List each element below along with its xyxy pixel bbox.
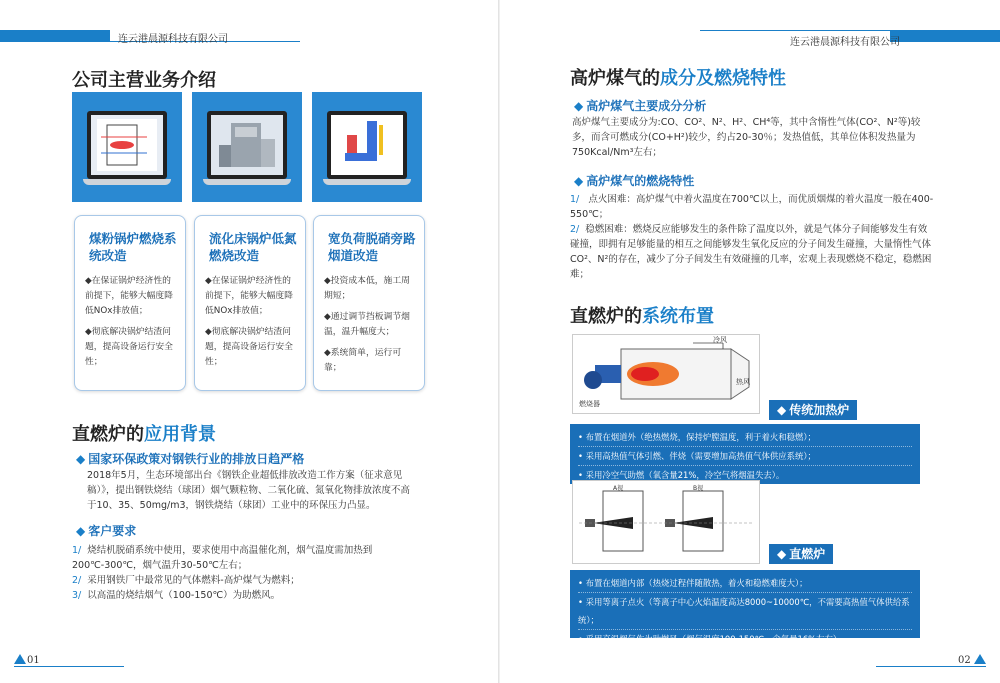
card-title: 宽负荷脱硝旁路烟道改造 (328, 231, 416, 263)
page-number: 01 (27, 655, 40, 666)
footer-triangle-icon (974, 654, 986, 664)
burn-item-2: 2/ 稳燃困难：燃烧反应能够发生的条件除了温度以外，就是气体分子间能够发生有效碰撞，即拥有足够能量的相互之间能够发生氧化反应的分子间发生碰撞，大量惰性气体CO²、N²的存在，减少了分子间发生有效碰撞的几率，宏观上表现燃烧不稳定，稳燃困难； (570, 224, 932, 280)
card-point: ◆投资成本低，施工周期短； (324, 276, 410, 301)
view-a-label: A视 (613, 485, 624, 492)
view-b-label: B视 (693, 485, 704, 492)
tab-direct-furnace: ◆ 直燃炉 (769, 544, 833, 564)
laptop-image-3 (323, 108, 411, 190)
direct-furnace-features (570, 570, 920, 644)
card-point: ◆彻底解决锅炉结渣问题，提高设备运行安全性； (205, 327, 293, 367)
card-point: ◆彻底解决锅炉结渣问题，提高设备运行安全性； (85, 327, 173, 367)
section-title-background: 直燃炉的应用背景 (72, 424, 216, 445)
image-panel-1 (72, 92, 182, 202)
customer-item-3: 3/ 以高温的烧结烟气（100-150℃）为助燃风。 (72, 590, 281, 601)
boiler-diagram-icon (91, 115, 163, 175)
diamond-icon: ◆ (76, 524, 86, 538)
feature-item: • 布置在烟道外（绝热燃烧，保持炉膛温度，利于着火和稳燃）； (578, 428, 912, 447)
header-company: 连云港晨源科技有限公司 (118, 34, 228, 45)
composition-text: 高炉煤气主要成分为:CO、CO²、N²、H²、CH⁴等，其中含惰性气体(CO²、N²等)较多，而含可燃成分(CO+H²)较少，约占20-30％；发热值低，其单位体积发热量为750Kcal/Nm³左右； (572, 117, 921, 158)
header-company: 连云港晨源科技有限公司 (790, 37, 900, 48)
feature-item: • 采用冷空气助燃（氧含量21%，冷空气将烟温失去）。 (578, 470, 785, 480)
card-title: 流化床锅炉低氮燃烧改造 (209, 231, 297, 263)
card-point: ◆通过调节挡板调节烟温，温升幅度大； (324, 312, 410, 337)
card-pulverized-boiler (74, 215, 186, 391)
section-title-composition: 高炉煤气的成分及燃烧特性 (570, 68, 786, 89)
policy-text: 2018年5月，生态环境部出台《钢铁企业超低排放改造工作方案（征求意见稿）》，提出钢铁烧结（球团）烟气颗粒物、二氧化硫、氮氧化物排放浓度不高于10、35、50mg/m3，钢铁烧结（球团）工业中的环保压力凸显。 (87, 470, 411, 511)
furnace-diagram-icon (573, 481, 759, 563)
customer-item-1: 1/ 烧结机脱硝系统中使用，要求使用中高温催化剂，烟气温度需加热到200℃-300℃，烟气温升30-50℃左右； (72, 545, 373, 571)
card-point: ◆系统简单，运行可靠； (324, 348, 402, 373)
image-panel-3 (312, 92, 422, 202)
policy-heading: ◆ 国家环保政策对钢铁行业的排放日趋严格 (76, 452, 305, 466)
diamond-icon: ◆ (76, 452, 86, 466)
laptop-image-1 (83, 108, 171, 190)
section-title-layout: 直燃炉的系统布置 (570, 306, 714, 327)
cold-air-label: 冷风 (713, 336, 727, 344)
traditional-heater-diagram (572, 334, 760, 414)
footer-line (876, 666, 986, 667)
feature-item: • 采用高温烟气作为助燃风（烟气温度100-150℃，含氧量16%左右）。 (578, 634, 846, 644)
tab-traditional-heater: ◆ 传统加热炉 (769, 400, 857, 420)
feature-item: • 采用高热值气体引燃、伴烧（需要增加高热值气体供应系统）； (578, 447, 912, 466)
flue-duct-icon (331, 115, 403, 175)
customer-item-2: 2/ 采用钢铁厂中最常见的气体燃料-高炉煤气为燃料； (72, 575, 300, 586)
page-number: 02 (958, 655, 971, 666)
diamond-icon: ◆ (777, 547, 787, 561)
header-line (700, 30, 890, 31)
feature-item: • 布置在烟道内部（热烧过程伴随散热，着火和稳燃难度大）； (578, 574, 912, 593)
customer-heading: ◆ 客户要求 (76, 524, 137, 538)
burner-label: 燃烧器 (579, 400, 600, 408)
burn-heading: ◆ 高炉煤气的燃烧特性 (574, 174, 695, 188)
card-cfb-boiler (194, 215, 306, 391)
direct-furnace-diagram (572, 480, 760, 564)
diamond-icon: ◆ (574, 99, 584, 113)
card-bypass-duct (313, 215, 425, 391)
traditional-heater-features (570, 424, 920, 484)
right-page (500, 0, 1000, 683)
header-bar (0, 30, 110, 42)
hot-air-label: 热风 (736, 378, 750, 386)
card-title: 煤粉锅炉燃烧系统改造 (89, 231, 177, 263)
composition-heading: ◆ 高炉煤气主要成分分析 (574, 99, 707, 113)
plant-icon (211, 115, 283, 175)
header-bar (890, 30, 1000, 42)
feature-item: • 采用等离子点火（等离子中心火焰温度高达8000~10000℃，不需要高热值气体供给系统）； (578, 593, 912, 630)
heater-diagram-icon (573, 335, 759, 413)
section-title-business: 公司主营业务介绍 (72, 70, 216, 91)
card-point: ◆在保证锅炉经济性的前提下，能够大幅度降低NOx排放值； (205, 276, 293, 316)
diamond-icon: ◆ (777, 403, 787, 417)
burn-item-1: 1/ 点火困难：高炉煤气中着火温度在700℃以上，而优质烟煤的着火温度一般在400-550℃； (570, 194, 934, 220)
image-panel-2 (192, 92, 302, 202)
diamond-icon: ◆ (574, 174, 584, 188)
footer-line (14, 666, 124, 667)
footer-triangle-icon (14, 654, 26, 664)
laptop-image-2 (203, 108, 291, 190)
card-point: ◆在保证锅炉经济性的前提下，能够大幅度降低NOx排放值； (85, 276, 173, 316)
